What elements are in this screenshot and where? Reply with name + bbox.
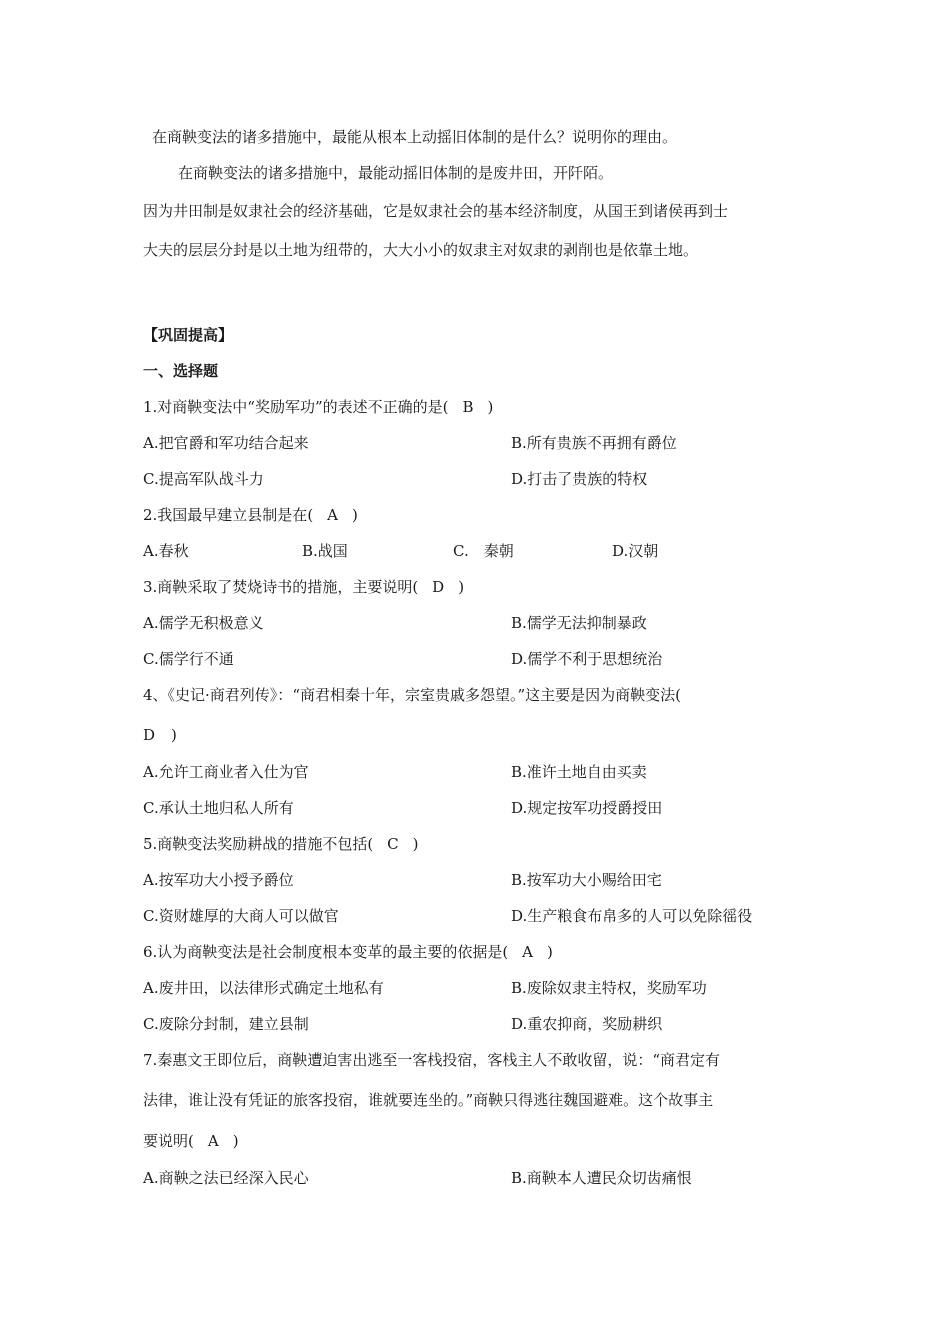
intro-answer-line-3: 大夫的层层分封是以土地为纽带的，大大小小的奴隶主对奴隶的剥削也是依靠土地。 — [143, 241, 699, 259]
intro-question: 在商鞅变法的诸多措施中，最能从根本上动摇旧体制的是什么？说明你的理由。 — [152, 128, 678, 146]
option-b: B.废除奴隶主特权，奖励军功 — [511, 979, 707, 997]
close-paren: ) — [352, 506, 358, 524]
section-title: 【巩固提高】 — [143, 326, 234, 344]
option-b: B.商鞅本人遭民众切齿痛恨 — [511, 1169, 692, 1187]
answer-letter: D — [143, 726, 156, 744]
option-a: A.废井田，以法律形式确定土地私有 — [143, 979, 384, 997]
option-d: D.规定按军功授爵授田 — [511, 799, 663, 817]
question-6-stem — [143, 942, 553, 962]
question-stem-text: 5.商鞅变法奖励耕战的措施不包括( — [143, 835, 374, 853]
question-stem-text: 2.我国最早建立县制是在( — [143, 506, 314, 524]
question-4-answer — [143, 725, 177, 745]
option-a: A.按军功大小授予爵位 — [143, 871, 294, 889]
option-c: C.儒学行不通 — [143, 650, 234, 668]
option-c: C.承认土地归私人所有 — [143, 799, 294, 817]
option-a: A.把官爵和军功结合起来 — [143, 434, 309, 452]
answer-letter: A — [327, 506, 339, 524]
option-b: B.准许土地自由买卖 — [511, 763, 647, 781]
question-7-stem-line-1: 7.秦惠文王即位后，商鞅遭迫害出逃至一客栈投宿，客栈主人不敢收留，说：“商君定有 — [143, 1051, 720, 1069]
close-paren: ) — [547, 943, 553, 961]
option-b: B.按军功大小赐给田宅 — [511, 871, 662, 889]
answer-letter: B — [462, 398, 474, 416]
answer-letter: A — [207, 1132, 219, 1150]
intro-answer-line-1: 在商鞅变法的诸多措施中，最能动摇旧体制的是废井田，开阡陌。 — [178, 164, 614, 182]
intro-answer-line-2: 因为井田制是奴隶社会的经济基础，它是奴隶社会的基本经济制度，从国王到诸侯再到士 — [143, 202, 729, 220]
answer-letter: C — [387, 835, 399, 853]
option-b: B.所有贵族不再拥有爵位 — [511, 434, 677, 452]
question-3-stem — [143, 577, 464, 597]
option-a: A.儒学无积极意义 — [143, 614, 264, 632]
sub-title: 一、选择题 — [143, 362, 219, 380]
question-1-stem — [143, 397, 493, 417]
close-paren: ) — [412, 835, 419, 853]
option-a: A.春秋 — [143, 542, 189, 560]
question-2-stem — [143, 505, 358, 525]
option-a: A.允许工商业者入仕为官 — [143, 763, 309, 781]
answer-letter: D — [432, 578, 445, 596]
close-paren: ) — [171, 726, 177, 744]
option-d: D.汉朝 — [612, 542, 659, 560]
question-stem-text: 要说明( — [143, 1132, 194, 1150]
question-5-stem — [143, 834, 419, 854]
option-c: C.提高军队战斗力 — [143, 470, 264, 488]
option-a: A.商鞅之法已经深入民心 — [143, 1169, 309, 1187]
question-stem-text: 3.商鞅采取了焚烧诗书的措施，主要说明( — [143, 578, 419, 596]
option-c: C. 秦朝 — [453, 542, 514, 560]
question-7-stem-line-2: 法律，谁让没有凭证的旅客投宿，谁就要连坐的。”商鞅只得逃往魏国避难。这个故事主 — [143, 1091, 714, 1109]
question-7-stem-line-3 — [143, 1131, 239, 1151]
question-stem-text: 1.对商鞅变法中“奖励军功”的表述不正确的是( — [143, 398, 449, 416]
close-paren: ) — [458, 578, 465, 596]
question-4-stem: 4、《史记·商君列传》：“商君相秦十年，宗室贵戚多怨望。”这主要是因为商鞅变法( — [143, 686, 682, 704]
option-d: D.打击了贵族的特权 — [511, 470, 648, 488]
answer-letter: A — [522, 943, 534, 961]
close-paren: ) — [232, 1132, 239, 1150]
option-c: C.资财雄厚的大商人可以做官 — [143, 907, 339, 925]
option-c: C.废除分封制，建立县制 — [143, 1015, 309, 1033]
option-b: B.战国 — [302, 542, 348, 560]
option-d: D.儒学不利于思想统治 — [511, 650, 663, 668]
option-d: D.重农抑商，奖励耕织 — [511, 1015, 663, 1033]
option-b: B.儒学无法抑制暴政 — [511, 614, 647, 632]
option-d: D.生产粮食布帛多的人可以免除徭役 — [511, 907, 753, 925]
question-stem-text: 6.认为商鞅变法是社会制度根本变革的最主要的依据是( — [143, 943, 509, 961]
close-paren: ) — [487, 398, 494, 416]
